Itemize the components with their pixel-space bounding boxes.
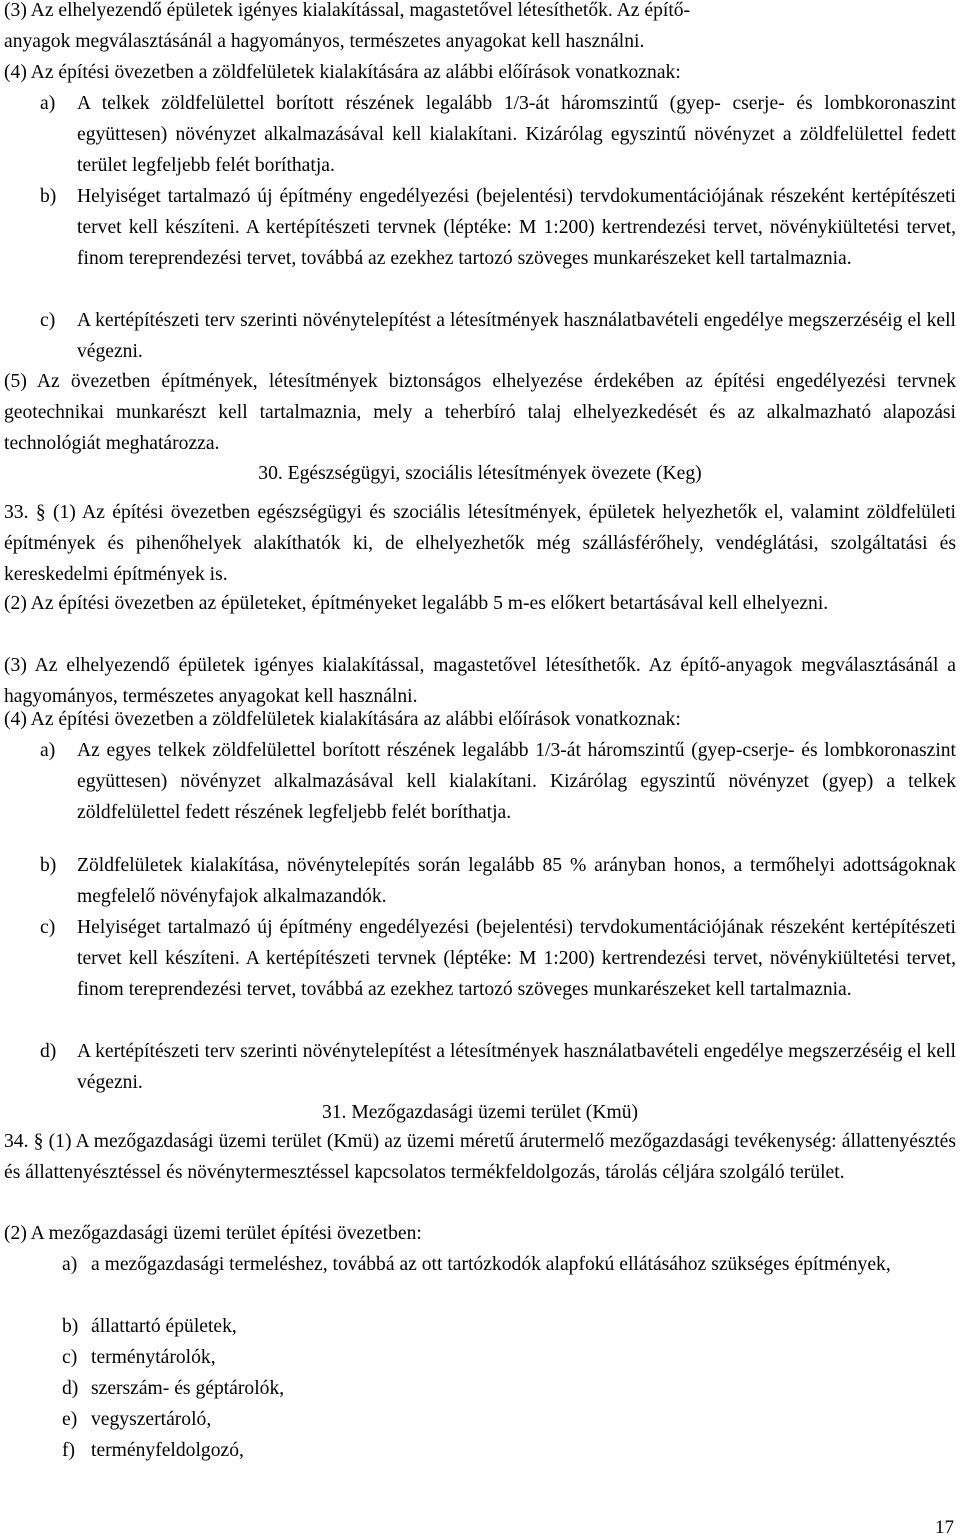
paragraph-5: (5) Az övezetben építmények, létesítmények biztonságos elhelyezése érdekében az építési engedélyezési tervnek geotechnikai munkarészt kell tartalmaznia, mely a teherbíró talaj elhelyezkedését és az alkalmazható alapozási technológiát meghatározza. xyxy=(4,371,956,454)
section-34-list-item-a xyxy=(62,1250,956,1281)
list-item-b xyxy=(40,182,956,275)
list-item-text: állattartó épületek, xyxy=(91,1316,237,1337)
list-item-text: terményfeldolgozó, xyxy=(91,1440,244,1461)
list-marker: a) xyxy=(62,1254,78,1275)
list-marker: c) xyxy=(40,310,56,331)
list-item-text: szerszám- és géptárolók, xyxy=(91,1378,285,1399)
list-marker: d) xyxy=(62,1378,79,1399)
list-marker: a) xyxy=(40,740,56,761)
section-33-list-item-c xyxy=(40,913,956,1006)
section-30-heading: 30. Egészségügyi, szociális létesítmények övezete (Keg) xyxy=(258,463,702,484)
list-marker: b) xyxy=(62,1316,79,1337)
section-33-paragraph-2: (2) Az építési övezetben az épületeket, építményeket legalább 5 m-es előkert betartásával kell elhelyezni. xyxy=(4,593,829,614)
list-item-text: a mezőgazdasági termeléshez, továbbá az ott tartózkodók alapfokú ellátásához szükséges építmények, xyxy=(91,1254,891,1275)
list-marker: f) xyxy=(62,1440,76,1461)
list-item-text: A telkek zöldfelülettel borított részének legalább 1/3-át háromszintű (gyep- cserje- és lombkoronaszint együttesen) növényzet alkalmazásával kell kialakítani. Kizárólag egyszintű növényzet a zöldfelülettel fedett terület legfeljebb felét boríthatja. xyxy=(77,93,956,176)
paragraph-3-line-2: anyagok megválasztásánál a hagyományos, természetes anyagokat kell használni. xyxy=(4,31,645,52)
section-34-paragraph-1: 34. § (1) A mezőgazdasági üzemi terület (Kmü) az üzemi méretű árutermelő mezőgazdasági tevékenység: állattenyésztés és állattenyésztéssel és növénytermesztéssel kapcsolatos termékfeldolgozás, tárolás céljára szolgáló terület. xyxy=(4,1131,956,1183)
list-marker: e) xyxy=(62,1409,78,1430)
list-marker: b) xyxy=(40,855,57,876)
list-marker: a) xyxy=(40,93,56,114)
section-33-list-item-a xyxy=(40,736,956,829)
section-33-paragraph-3: (3) Az elhelyezendő épületek igényes kialakítással, magastetővel létesíthetők. Az építő-anyagok megválasztásánál a hagyományos, természetes anyagokat kell használni. xyxy=(4,655,956,707)
list-item-text: Helyiséget tartalmazó új építmény engedélyezési (bejelentési) tervdokumentációjának részeként kertépítészeti tervet kell készíteni. A kertépítészeti tervnek (léptéke: M 1:200) kertrendezési tervet, növénykiültetési tervet, finom tereprendezési tervet, továbbá az ezekhez tartozó szöveges munkarészeket kell tartalmaznia. xyxy=(77,917,956,1000)
list-item-text: terménytárolók, xyxy=(91,1347,216,1368)
page-number: 17 xyxy=(935,1517,954,1538)
list-marker: c) xyxy=(62,1347,78,1368)
section-34-list-item-d xyxy=(62,1374,956,1405)
list-item-text: vegyszertároló, xyxy=(91,1409,212,1430)
section-33-paragraph-1: 33. § (1) Az építési övezetben egészségügyi és szociális létesítmények, épületek helyezhetők el, valamint zöldfelületi építmények és pihenőhelyek alakíthatók ki, de elhelyezhetők még szállásférőhely, vendéglátási, szolgáltatási és kereskedelmi építmények is. xyxy=(4,502,956,585)
section-34-paragraph-2: (2) A mezőgazdasági üzemi terület építési övezetben: xyxy=(4,1223,422,1244)
section-31-heading: 31. Mezőgazdasági üzemi terület (Kmü) xyxy=(321,1102,639,1123)
section-33-paragraph-4: (4) Az építési övezetben a zöldfelületek kialakítására az alábbi előírások vonatkoznak: xyxy=(4,709,681,730)
section-34-list-item-c xyxy=(62,1343,956,1374)
section-33-list-item-b xyxy=(40,851,956,913)
section-34-list-item-b xyxy=(62,1312,956,1343)
list-marker: b) xyxy=(40,186,57,207)
list-item-text: Zöldfelületek kialakítása, növénytelepítés során legalább 85 % arányban honos, a termőhelyi adottságoknak megfelelő növényfajok alkalmazandók. xyxy=(77,855,956,907)
section-33-list-item-d xyxy=(40,1037,956,1099)
paragraph-4: (4) Az építési övezetben a zöldfelületek kialakítására az alábbi előírások vonatkoznak: xyxy=(4,62,681,83)
list-item-text: Helyiséget tartalmazó új építmény engedélyezési (bejelentési) tervdokumentációjának részeként kertépítészeti tervet kell készíteni. A kertépítészeti tervnek (léptéke: M 1:200) kertrendezési tervet, növénykiültetési tervet, finom tereprendezési tervet, továbbá az ezekhez tartozó szöveges munkarészeket kell tartalmaznia. xyxy=(77,186,956,269)
list-item-text: A kertépítészeti terv szerinti növénytelepítést a létesítmények használatbavételi engedélye megszerzéséig el kell végezni. xyxy=(77,1041,956,1093)
list-item-a xyxy=(40,89,956,182)
list-item-c xyxy=(40,306,956,368)
list-marker: d) xyxy=(40,1041,57,1062)
list-marker: c) xyxy=(40,917,56,938)
list-item-text: Az egyes telkek zöldfelülettel borított részének legalább 1/3-át háromszintű (gyep-cserje- és lombkoronaszint együttesen) növényzet alkalmazásával kell kialakítani. Kizárólag egyszintű növényzet (gyep) a telkek zöldfelülettel fedett részének legfeljebb felét boríthatja. xyxy=(77,740,956,823)
section-34-list-item-e xyxy=(62,1405,956,1436)
paragraph-3-line-1: (3) Az elhelyezendő épületek igényes kialakítással, magastetővel létesíthetők. Az építő- xyxy=(4,0,691,21)
list-item-text: A kertépítészeti terv szerinti növénytelepítést a létesítmények használatbavételi engedélye megszerzéséig el kell végezni. xyxy=(77,310,956,362)
section-34-list-item-f xyxy=(62,1436,956,1467)
